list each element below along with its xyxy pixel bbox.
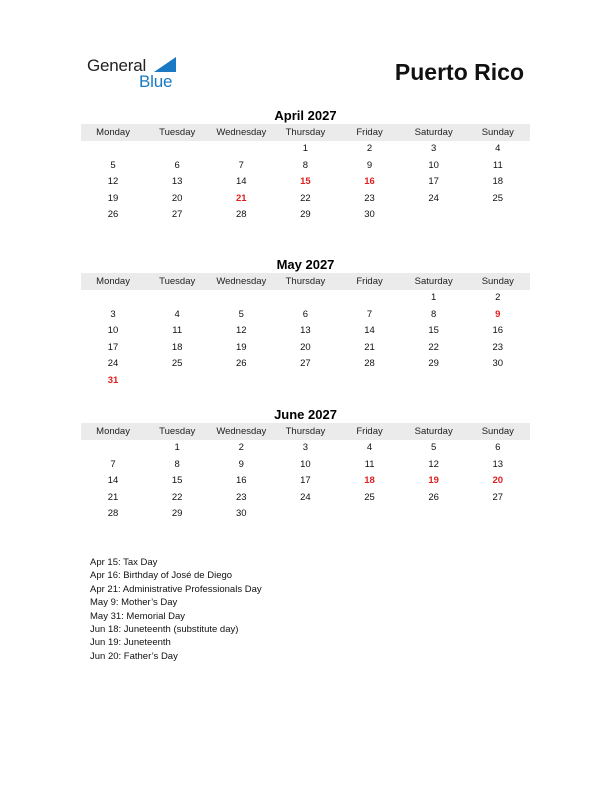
day-cell: 26 xyxy=(107,209,119,221)
day-cell: 8 xyxy=(302,159,309,171)
day-cell: 12 xyxy=(107,176,119,188)
day-cell: 13 xyxy=(300,325,311,337)
holiday-entry: Apr 21: Administrative Professionals Day xyxy=(90,583,262,595)
day-cell: 12 xyxy=(428,458,439,470)
weekday-header: Sunday xyxy=(466,124,530,141)
day-cell: 10 xyxy=(107,325,119,337)
day-cell: 20 xyxy=(300,341,311,353)
month-title: May 2027 xyxy=(276,257,335,272)
day-cell: 25 xyxy=(171,358,183,370)
month-june xyxy=(81,406,530,523)
day-cell: 9 xyxy=(366,159,373,171)
day-cell: 4 xyxy=(366,442,373,453)
weekday-header: Saturday xyxy=(402,273,466,290)
day-cell: 16 xyxy=(236,475,247,487)
day-cell: 8 xyxy=(174,458,180,470)
day-cell: 25 xyxy=(364,491,375,503)
day-cell: 6 xyxy=(174,159,180,171)
day-cell: 7 xyxy=(110,458,116,470)
day-cell: 21 xyxy=(364,341,375,353)
weekday-header: Monday xyxy=(81,273,145,290)
holiday-entry: Jun 20: Father’s Day xyxy=(90,650,178,662)
weekday-header: Friday xyxy=(338,124,402,141)
day-cell: 8 xyxy=(431,308,437,320)
day-cell: 29 xyxy=(300,209,311,221)
weekday-header: Monday xyxy=(81,124,145,141)
day-cell: 23 xyxy=(492,341,504,353)
day-cell: 2 xyxy=(366,143,373,154)
month-april xyxy=(81,107,530,224)
day-cell: 11 xyxy=(364,458,375,470)
day-cell: 9 xyxy=(238,458,244,470)
empty-day-cell xyxy=(209,141,273,158)
holiday-entry: Apr 15: Tax Day xyxy=(90,557,158,568)
day-cell: 28 xyxy=(107,508,119,520)
day-cell: 16 xyxy=(492,325,504,337)
day-cell: 30 xyxy=(236,508,247,520)
day-cell: 13 xyxy=(171,176,183,188)
holiday-entry: Jun 18: Juneteenth (substitute day) xyxy=(90,624,239,636)
day-cell: 25 xyxy=(492,192,504,204)
weekday-header: Thursday xyxy=(273,273,337,290)
holiday-list xyxy=(90,556,262,663)
holiday-day-cell: 9 xyxy=(495,308,501,320)
day-cell: 4 xyxy=(174,308,180,320)
holiday-entry: May 31: Memorial Day xyxy=(90,610,186,622)
day-cell: 10 xyxy=(300,458,311,470)
day-cell: 17 xyxy=(428,176,439,188)
day-cell: 6 xyxy=(495,442,501,453)
day-cell: 14 xyxy=(107,475,119,487)
calendar-grid xyxy=(81,273,530,390)
weekday-header: Saturday xyxy=(402,423,466,440)
weekday-header: Tuesday xyxy=(145,273,209,290)
day-cell: 14 xyxy=(236,176,247,188)
day-cell: 22 xyxy=(171,491,183,503)
day-cell: 2 xyxy=(238,442,244,453)
day-cell: 7 xyxy=(366,308,373,320)
empty-day-cell xyxy=(145,290,209,307)
calendar-grid xyxy=(81,124,530,224)
day-cell: 29 xyxy=(171,508,183,520)
day-cell: 7 xyxy=(238,159,244,171)
day-cell: 5 xyxy=(431,442,437,453)
day-cell: 30 xyxy=(364,209,375,221)
empty-day-cell xyxy=(145,141,209,158)
generalblue-logo xyxy=(87,56,187,92)
day-cell: 17 xyxy=(107,341,119,353)
country-title: Puerto Rico xyxy=(394,59,524,85)
empty-day-cell xyxy=(209,290,273,307)
day-cell: 12 xyxy=(236,325,247,337)
empty-day-cell xyxy=(81,440,145,457)
holiday-day-cell: 18 xyxy=(364,475,375,487)
day-cell: 19 xyxy=(107,192,119,204)
day-cell: 19 xyxy=(236,341,247,353)
logo-general-text: General xyxy=(87,56,147,75)
day-cell: 27 xyxy=(171,209,183,221)
day-cell: 27 xyxy=(492,491,504,503)
day-cell: 14 xyxy=(364,325,375,337)
holiday-entry: May 9: Mother’s Day xyxy=(90,597,178,609)
day-cell: 3 xyxy=(110,308,116,320)
day-cell: 10 xyxy=(428,159,439,171)
month-title: April 2027 xyxy=(274,108,337,123)
day-cell: 6 xyxy=(302,308,309,320)
day-cell: 17 xyxy=(300,475,311,487)
empty-day-cell xyxy=(81,141,145,158)
day-cell: 22 xyxy=(300,192,311,204)
day-cell: 18 xyxy=(171,341,183,353)
day-cell: 15 xyxy=(171,475,183,487)
day-cell: 3 xyxy=(431,143,437,154)
day-cell: 20 xyxy=(171,192,183,204)
day-cell: 28 xyxy=(236,209,247,221)
day-cell: 26 xyxy=(428,491,439,503)
day-cell: 24 xyxy=(428,192,439,204)
weekday-header: Sunday xyxy=(466,273,530,290)
holiday-day-cell: 16 xyxy=(364,176,375,188)
weekday-header: Friday xyxy=(338,273,402,290)
day-cell: 11 xyxy=(172,325,183,337)
day-cell: 5 xyxy=(110,159,116,171)
weekday-header: Thursday xyxy=(273,124,337,141)
weekday-header: Saturday xyxy=(402,124,466,141)
calendar-grid xyxy=(81,423,530,523)
day-cell: 4 xyxy=(495,143,501,154)
weekday-header: Monday xyxy=(81,423,145,440)
day-cell: 30 xyxy=(492,358,504,370)
holiday-day-cell: 31 xyxy=(107,374,119,386)
empty-day-cell xyxy=(338,290,402,307)
day-cell: 23 xyxy=(364,192,375,204)
holiday-entry: Apr 16: Birthday of José de Diego xyxy=(90,570,233,582)
day-cell: 24 xyxy=(107,358,119,370)
day-cell: 15 xyxy=(428,325,439,337)
day-cell: 26 xyxy=(236,358,247,370)
weekday-header: Tuesday xyxy=(145,423,209,440)
day-cell: 24 xyxy=(300,491,311,503)
day-cell: 18 xyxy=(492,176,504,188)
weekday-header: Wednesday xyxy=(209,423,273,440)
day-cell: 28 xyxy=(364,358,375,370)
day-cell: 13 xyxy=(492,458,504,470)
day-cell: 11 xyxy=(492,159,503,171)
day-cell: 27 xyxy=(300,358,311,370)
weekday-header: Tuesday xyxy=(145,124,209,141)
day-cell: 22 xyxy=(428,341,439,353)
day-cell: 2 xyxy=(495,292,501,303)
holiday-day-cell: 21 xyxy=(236,192,247,204)
logo-blue-text: Blue xyxy=(139,72,173,91)
day-cell: 29 xyxy=(428,358,439,370)
day-cell: 3 xyxy=(302,442,309,453)
weekday-header: Friday xyxy=(338,423,402,440)
day-cell: 23 xyxy=(236,491,247,503)
weekday-header: Wednesday xyxy=(209,273,273,290)
day-cell: 1 xyxy=(302,143,309,154)
holiday-day-cell: 20 xyxy=(492,475,504,487)
weekday-header: Wednesday xyxy=(209,124,273,141)
weekday-header: Sunday xyxy=(466,423,530,440)
day-cell: 5 xyxy=(238,308,244,320)
holiday-day-cell: 15 xyxy=(300,176,311,188)
logo-triangle-icon xyxy=(154,57,176,72)
holiday-day-cell: 19 xyxy=(428,475,439,487)
day-cell: 1 xyxy=(174,442,180,453)
day-cell: 21 xyxy=(107,491,119,503)
month-title: June 2027 xyxy=(274,407,337,422)
holiday-entry: Jun 19: Juneteenth xyxy=(90,637,171,649)
month-may xyxy=(81,256,530,390)
empty-day-cell xyxy=(273,290,337,307)
weekday-header: Thursday xyxy=(273,423,337,440)
empty-day-cell xyxy=(81,290,145,307)
day-cell: 1 xyxy=(431,292,437,303)
